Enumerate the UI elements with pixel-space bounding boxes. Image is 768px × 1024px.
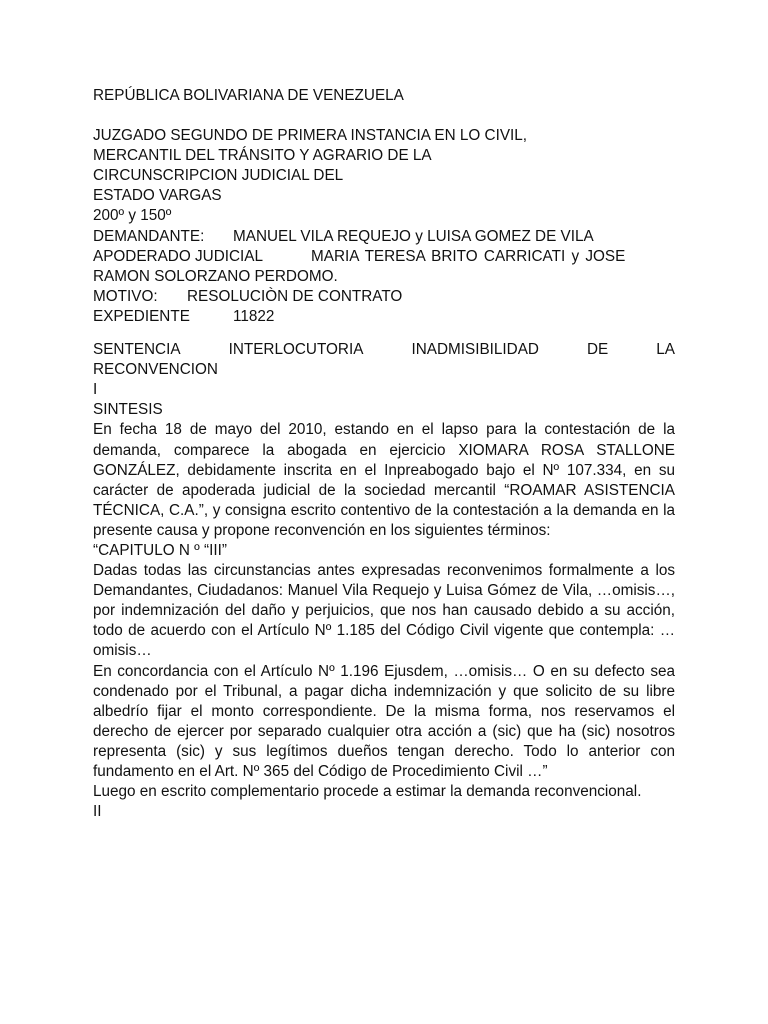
paragraph-4: Luego en escrito complementario procede a estimar la demanda reconvencional.	[93, 783, 642, 801]
years-line: 200º y 150º	[93, 207, 172, 225]
demandante-label: DEMANDANTE:	[93, 227, 205, 245]
sentencia-word: INADMISIBILIDAD	[411, 341, 539, 359]
section-numeral-1: I	[93, 381, 98, 399]
court-line-3: CIRCUNSCRIPCION JUDICIAL DEL	[93, 167, 344, 185]
demandante-value: MANUEL VILA REQUEJO y LUISA GOMEZ DE VILA	[233, 227, 594, 245]
demandante-row	[93, 227, 675, 247]
document-body	[93, 86, 675, 822]
sentencia-title-line1	[93, 340, 675, 360]
paragraph-2: Dadas todas las circunstancias antes expresadas reconvenimos formalmente a los Demandantes, Ciudadanos: Manuel Vila Requejo y Luisa Gómez de Vila, …omisis…, por indemnización del daño y perjuicios, que nos han causado debido a su acción, todo de acuerdo con el Artículo Nº 1.185 del Código Civil vigente que contempla: …omisis…	[93, 562, 675, 660]
motivo-row	[93, 287, 675, 307]
section-heading-sintesis: SINTESIS	[93, 401, 163, 419]
court-line-1: JUZGADO SEGUNDO DE PRIMERA INSTANCIA EN LO CIVIL,	[93, 127, 528, 145]
section-numeral-2: II	[93, 803, 102, 821]
paragraph-1: En fecha 18 de mayo del 2010, estando en el lapso para la contestación de la demanda, comparece la abogada en ejercicio XIOMARA ROSA STALLONE GONZÁLEZ, debidamente inscrita en el Inpreabogado bajo el Nº 107.334, en su carácter de apoderada judicial de la sociedad mercantil “ROAMAR ASISTENCIA TÉCNICA, C.A.”, y consigna escrito contentivo de la contestación a la demanda en la presente causa y propone reconvención en los siguientes términos:	[93, 421, 675, 539]
chapter-quote: “CAPITULO N º “III”	[93, 541, 227, 559]
court-line-2: MERCANTIL DEL TRÁNSITO Y AGRARIO DE LA	[93, 147, 432, 165]
expediente-value: 11822	[233, 307, 275, 325]
sentencia-word: LA	[656, 341, 675, 359]
court-line-4: ESTADO VARGAS	[93, 187, 222, 205]
motivo-value: RESOLUCIÒN DE CONTRATO	[187, 287, 403, 305]
expediente-label: EXPEDIENTE	[93, 307, 190, 325]
paragraph-3: En concordancia con el Artículo Nº 1.196 Ejusdem, …omisis… O en su defecto sea condenado por el Tribunal, a pagar dicha indemnización y que solicito de su libre albedrío fijar el monto correspondiente. De la misma forma, nos reservamos el derecho de ejercer por separado cualquier otra acción a (sic) que ha (sic) nosotros representa (sic) y sus legítimos dueños tengan derecho. Todo lo anterior con fundamento en el Art. Nº 365 del Código de Procedimiento Civil …”	[93, 662, 675, 780]
apoderado-label: APODERADO JUDICIAL	[93, 247, 263, 265]
sentencia-word: DE	[587, 341, 609, 359]
sentencia-title	[93, 340, 675, 380]
sentencia-word: INTERLOCUTORIA	[228, 341, 364, 359]
sentencia-title-line2: RECONVENCION	[93, 361, 218, 379]
sentencia-word: SENTENCIA	[93, 341, 181, 359]
republic-heading: REPÚBLICA BOLIVARIANA DE VENEZUELA	[93, 87, 404, 104]
apoderado-value-line1: MARIA TERESA BRITO CARRICATI y JOSE	[311, 247, 626, 265]
motivo-label: MOTIVO:	[93, 287, 158, 305]
apoderado-row	[93, 247, 675, 267]
apoderado-value-line2: RAMON SOLORZANO PERDOMO.	[93, 267, 338, 285]
expediente-row	[93, 307, 675, 327]
court-block	[93, 126, 675, 327]
